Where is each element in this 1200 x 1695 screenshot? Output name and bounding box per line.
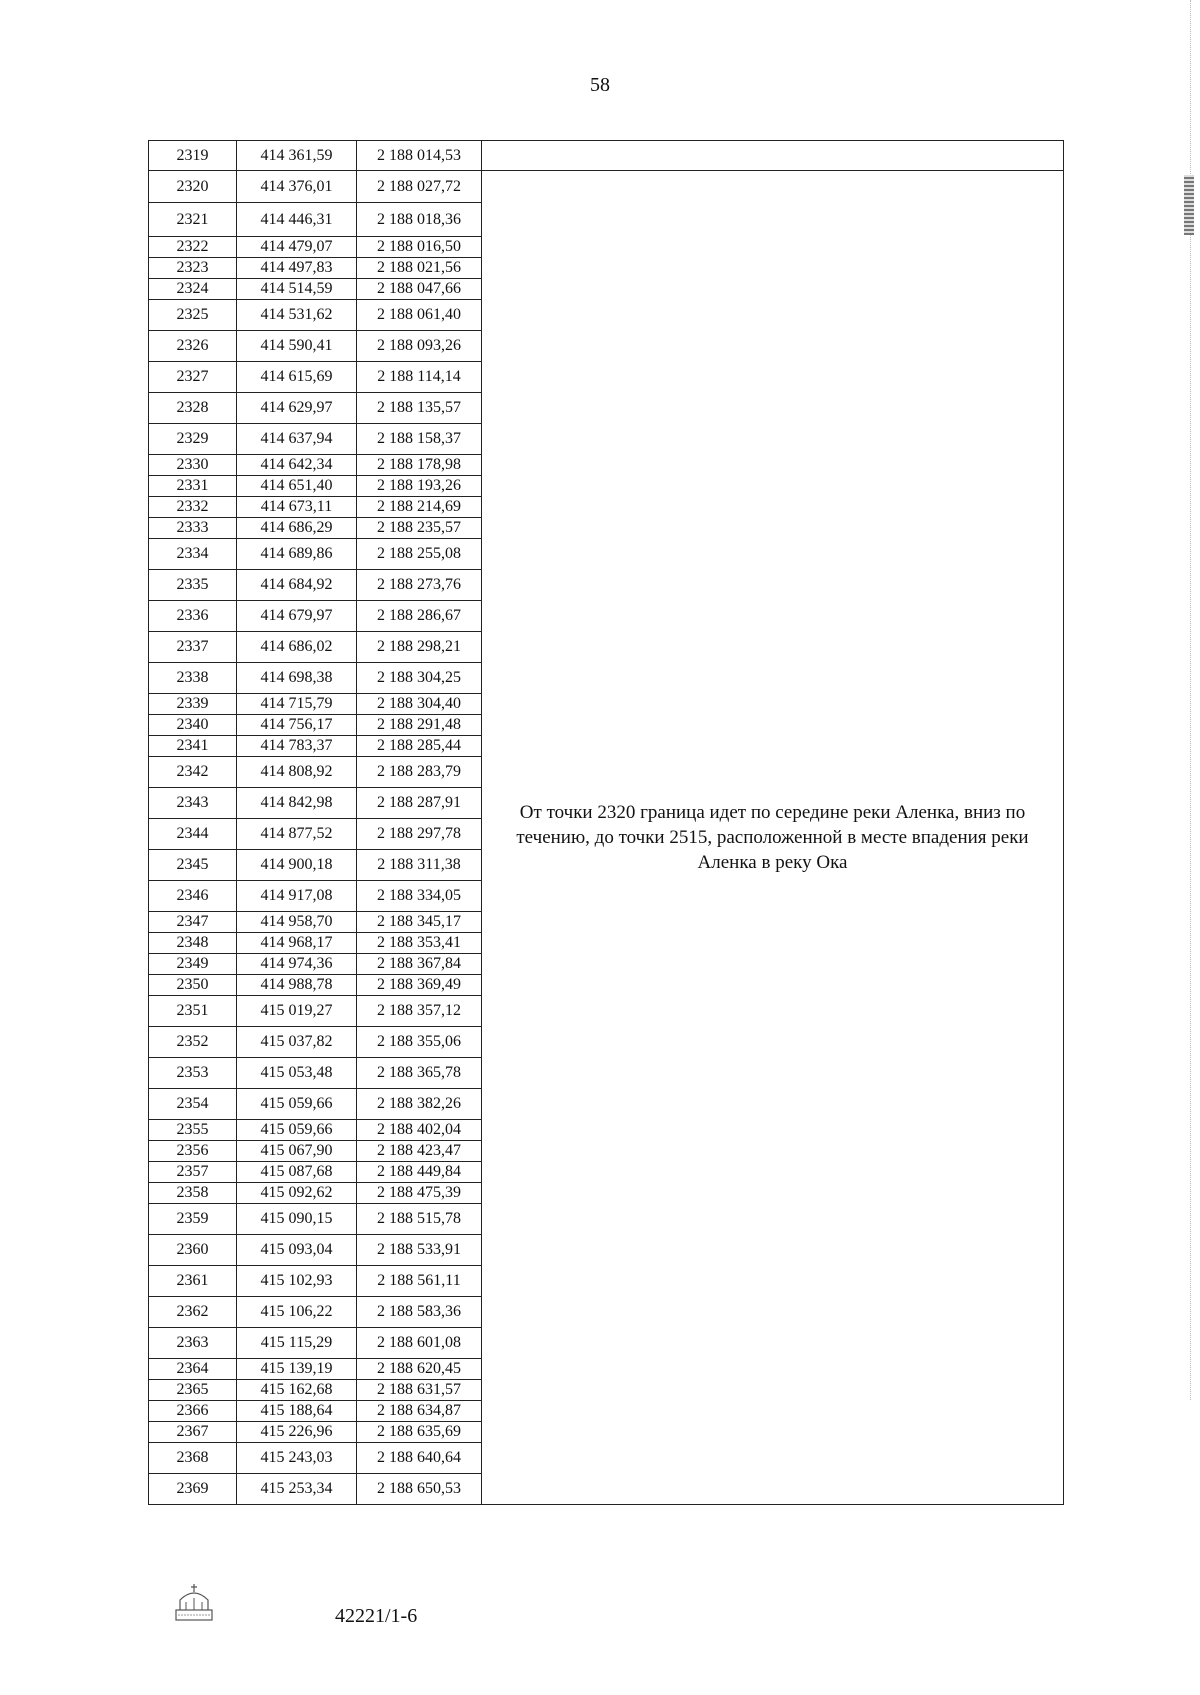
x-coordinate-cell: 414 629,97 (237, 393, 357, 424)
point-number-cell: 2349 (149, 954, 237, 975)
y-coordinate-cell: 2 188 283,79 (357, 757, 482, 788)
x-coordinate-cell: 414 637,94 (237, 424, 357, 455)
x-coordinate-cell: 415 139,19 (237, 1359, 357, 1380)
x-coordinate-cell: 414 590,41 (237, 331, 357, 362)
y-coordinate-cell: 2 188 298,21 (357, 632, 482, 663)
x-coordinate-cell: 414 689,86 (237, 539, 357, 570)
x-coordinate-cell: 414 361,59 (237, 141, 357, 171)
point-number-cell: 2345 (149, 850, 237, 881)
y-coordinate-cell: 2 188 357,12 (357, 996, 482, 1027)
y-coordinate-cell: 2 188 515,78 (357, 1204, 482, 1235)
y-coordinate-cell: 2 188 640,64 (357, 1443, 482, 1474)
x-coordinate-cell: 414 877,52 (237, 819, 357, 850)
x-coordinate-cell: 415 253,34 (237, 1474, 357, 1505)
boundary-description: От точки 2320 граница идет по середине реки Аленка, вниз по течению, до точки 2515, расположенной в месте впадения реки Аленка в реку Ока (482, 171, 1064, 1505)
x-coordinate-cell: 415 093,04 (237, 1235, 357, 1266)
y-coordinate-cell: 2 188 021,56 (357, 258, 482, 279)
y-coordinate-cell: 2 188 304,25 (357, 663, 482, 694)
x-coordinate-cell: 415 019,27 (237, 996, 357, 1027)
x-coordinate-cell: 414 673,11 (237, 497, 357, 518)
point-number-cell: 2344 (149, 819, 237, 850)
point-number-cell: 2365 (149, 1380, 237, 1401)
x-coordinate-cell: 414 479,07 (237, 237, 357, 258)
x-coordinate-cell: 414 651,40 (237, 476, 357, 497)
y-coordinate-cell: 2 188 304,40 (357, 694, 482, 715)
point-number-cell: 2364 (149, 1359, 237, 1380)
y-coordinate-cell: 2 188 286,67 (357, 601, 482, 632)
document-code: 42221/1-6 (335, 1605, 418, 1627)
y-coordinate-cell: 2 188 345,17 (357, 912, 482, 933)
y-coordinate-cell: 2 188 475,39 (357, 1183, 482, 1204)
x-coordinate-cell: 415 115,29 (237, 1328, 357, 1359)
y-coordinate-cell: 2 188 369,49 (357, 975, 482, 996)
point-number-cell: 2346 (149, 881, 237, 912)
x-coordinate-cell: 414 376,01 (237, 171, 357, 203)
y-coordinate-cell: 2 188 449,84 (357, 1162, 482, 1183)
y-coordinate-cell: 2 188 093,26 (357, 331, 482, 362)
point-number-cell: 2339 (149, 694, 237, 715)
table-row (149, 171, 1064, 203)
x-coordinate-cell: 414 968,17 (237, 933, 357, 954)
y-coordinate-cell: 2 188 634,87 (357, 1401, 482, 1422)
y-coordinate-cell: 2 188 423,47 (357, 1141, 482, 1162)
x-coordinate-cell: 415 037,82 (237, 1027, 357, 1058)
x-coordinate-cell: 414 531,62 (237, 300, 357, 331)
point-number-cell: 2350 (149, 975, 237, 996)
point-number-cell: 2348 (149, 933, 237, 954)
y-coordinate-cell: 2 188 635,69 (357, 1422, 482, 1443)
point-number-cell: 2322 (149, 237, 237, 258)
y-coordinate-cell: 2 188 273,76 (357, 570, 482, 601)
y-coordinate-cell: 2 188 382,26 (357, 1089, 482, 1120)
x-coordinate-cell: 414 715,79 (237, 694, 357, 715)
x-coordinate-cell: 414 698,38 (237, 663, 357, 694)
y-coordinate-cell: 2 188 214,69 (357, 497, 482, 518)
point-number-cell: 2354 (149, 1089, 237, 1120)
point-number-cell: 2330 (149, 455, 237, 476)
x-coordinate-cell: 414 642,34 (237, 455, 357, 476)
y-coordinate-cell: 2 188 365,78 (357, 1058, 482, 1089)
y-coordinate-cell: 2 188 255,08 (357, 539, 482, 570)
x-coordinate-cell: 415 090,15 (237, 1204, 357, 1235)
point-number-cell: 2337 (149, 632, 237, 663)
y-coordinate-cell: 2 188 047,66 (357, 279, 482, 300)
x-coordinate-cell: 415 087,68 (237, 1162, 357, 1183)
y-coordinate-cell: 2 188 158,37 (357, 424, 482, 455)
point-number-cell: 2338 (149, 663, 237, 694)
point-number-cell: 2340 (149, 715, 237, 736)
x-coordinate-cell: 415 188,64 (237, 1401, 357, 1422)
y-coordinate-cell: 2 188 583,36 (357, 1297, 482, 1328)
y-coordinate-cell: 2 188 355,06 (357, 1027, 482, 1058)
x-coordinate-cell: 414 679,97 (237, 601, 357, 632)
point-number-cell: 2353 (149, 1058, 237, 1089)
coat-of-arms-icon (172, 1580, 216, 1624)
x-coordinate-cell: 414 686,29 (237, 518, 357, 539)
x-coordinate-cell: 415 053,48 (237, 1058, 357, 1089)
point-number-cell: 2361 (149, 1266, 237, 1297)
y-coordinate-cell: 2 188 178,98 (357, 455, 482, 476)
point-number-cell: 2363 (149, 1328, 237, 1359)
y-coordinate-cell: 2 188 027,72 (357, 171, 482, 203)
point-number-cell: 2333 (149, 518, 237, 539)
point-number-cell: 2324 (149, 279, 237, 300)
point-number-cell: 2359 (149, 1204, 237, 1235)
y-coordinate-cell: 2 188 561,11 (357, 1266, 482, 1297)
point-number-cell: 2356 (149, 1141, 237, 1162)
point-number-cell: 2342 (149, 757, 237, 788)
y-coordinate-cell: 2 188 367,84 (357, 954, 482, 975)
point-number-cell: 2335 (149, 570, 237, 601)
x-coordinate-cell: 414 900,18 (237, 850, 357, 881)
x-coordinate-cell: 414 988,78 (237, 975, 357, 996)
y-coordinate-cell: 2 188 601,08 (357, 1328, 482, 1359)
point-number-cell: 2343 (149, 788, 237, 819)
x-coordinate-cell: 414 684,92 (237, 570, 357, 601)
point-number-cell: 2329 (149, 424, 237, 455)
y-coordinate-cell: 2 188 620,45 (357, 1359, 482, 1380)
x-coordinate-cell: 414 783,37 (237, 736, 357, 757)
y-coordinate-cell: 2 188 135,57 (357, 393, 482, 424)
point-number-cell: 2367 (149, 1422, 237, 1443)
point-number-cell: 2360 (149, 1235, 237, 1266)
y-coordinate-cell: 2 188 285,44 (357, 736, 482, 757)
point-number-cell: 2366 (149, 1401, 237, 1422)
x-coordinate-cell: 414 974,36 (237, 954, 357, 975)
y-coordinate-cell: 2 188 291,48 (357, 715, 482, 736)
y-coordinate-cell: 2 188 311,38 (357, 850, 482, 881)
y-coordinate-cell: 2 188 018,36 (357, 203, 482, 237)
x-coordinate-cell: 415 102,93 (237, 1266, 357, 1297)
x-coordinate-cell: 414 497,83 (237, 258, 357, 279)
x-coordinate-cell: 415 106,22 (237, 1297, 357, 1328)
y-coordinate-cell: 2 188 114,14 (357, 362, 482, 393)
point-number-cell: 2327 (149, 362, 237, 393)
table-row (149, 141, 1064, 171)
y-coordinate-cell: 2 188 650,53 (357, 1474, 482, 1505)
y-coordinate-cell: 2 188 235,57 (357, 518, 482, 539)
point-number-cell: 2321 (149, 203, 237, 237)
point-number-cell: 2357 (149, 1162, 237, 1183)
point-number-cell: 2355 (149, 1120, 237, 1141)
x-coordinate-cell: 414 756,17 (237, 715, 357, 736)
scan-artifact (1184, 175, 1194, 235)
point-number-cell: 2319 (149, 141, 237, 171)
y-coordinate-cell: 2 188 533,91 (357, 1235, 482, 1266)
y-coordinate-cell: 2 188 014,53 (357, 141, 482, 171)
x-coordinate-cell: 414 615,69 (237, 362, 357, 393)
point-number-cell: 2323 (149, 258, 237, 279)
x-coordinate-cell: 415 059,66 (237, 1120, 357, 1141)
y-coordinate-cell: 2 188 297,78 (357, 819, 482, 850)
y-coordinate-cell: 2 188 193,26 (357, 476, 482, 497)
y-coordinate-cell: 2 188 402,04 (357, 1120, 482, 1141)
y-coordinate-cell: 2 188 353,41 (357, 933, 482, 954)
point-number-cell: 2332 (149, 497, 237, 518)
x-coordinate-cell: 415 226,96 (237, 1422, 357, 1443)
point-number-cell: 2328 (149, 393, 237, 424)
y-coordinate-cell: 2 188 287,91 (357, 788, 482, 819)
x-coordinate-cell: 415 243,03 (237, 1443, 357, 1474)
x-coordinate-cell: 414 686,02 (237, 632, 357, 663)
x-coordinate-cell: 414 842,98 (237, 788, 357, 819)
point-number-cell: 2352 (149, 1027, 237, 1058)
point-number-cell: 2368 (149, 1443, 237, 1474)
point-number-cell: 2351 (149, 996, 237, 1027)
y-coordinate-cell: 2 188 061,40 (357, 300, 482, 331)
x-coordinate-cell: 414 514,59 (237, 279, 357, 300)
x-coordinate-cell: 414 446,31 (237, 203, 357, 237)
coordinates-table (148, 140, 1064, 1505)
description-cell-empty (482, 141, 1064, 171)
point-number-cell: 2325 (149, 300, 237, 331)
point-number-cell: 2358 (149, 1183, 237, 1204)
point-number-cell: 2320 (149, 171, 237, 203)
point-number-cell: 2326 (149, 331, 237, 362)
point-number-cell: 2362 (149, 1297, 237, 1328)
point-number-cell: 2347 (149, 912, 237, 933)
coordinates-table-body (149, 141, 1064, 1505)
point-number-cell: 2341 (149, 736, 237, 757)
point-number-cell: 2331 (149, 476, 237, 497)
x-coordinate-cell: 414 808,92 (237, 757, 357, 788)
x-coordinate-cell: 414 917,08 (237, 881, 357, 912)
x-coordinate-cell: 415 059,66 (237, 1089, 357, 1120)
y-coordinate-cell: 2 188 334,05 (357, 881, 482, 912)
x-coordinate-cell: 414 958,70 (237, 912, 357, 933)
point-number-cell: 2334 (149, 539, 237, 570)
x-coordinate-cell: 415 162,68 (237, 1380, 357, 1401)
page-number: 58 (590, 74, 610, 96)
x-coordinate-cell: 415 092,62 (237, 1183, 357, 1204)
point-number-cell: 2336 (149, 601, 237, 632)
y-coordinate-cell: 2 188 631,57 (357, 1380, 482, 1401)
point-number-cell: 2369 (149, 1474, 237, 1505)
y-coordinate-cell: 2 188 016,50 (357, 237, 482, 258)
x-coordinate-cell: 415 067,90 (237, 1141, 357, 1162)
